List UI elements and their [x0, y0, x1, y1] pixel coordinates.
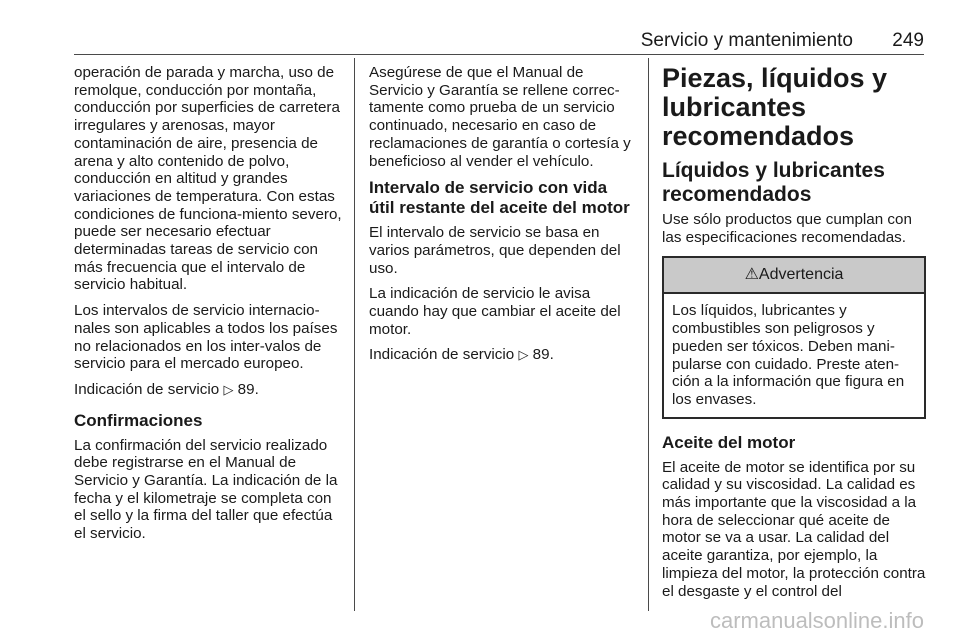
watermark: carmanualsonline.info — [709, 608, 924, 633]
paragraph: operación de parada y marcha, uso de remolque, conducción por montaña, conducción por superficies de carretera irregulares y arenosas, mayor contaminación de aire, presencia de arena y alto contenido de polvo, conducción en altitud y grandes variaciones de temperatura. Con estas condiciones de funciona-miento severo, puede ser necesario efectuar determinadas tareas de servicio con más frecuencia que el intervalo de servicio habitual. — [74, 64, 342, 294]
warning-body: Los líquidos, lubricantes y combustibles son peligrosos y pueden ser tóxicos. Deben mani-pularse con cuidado. Preste aten-ción a la información que figura en los envases. — [672, 302, 905, 408]
column-divider — [648, 58, 649, 611]
service-indicator-ref — [74, 381, 342, 399]
page-number: 249 — [892, 30, 924, 51]
page-header — [74, 30, 924, 55]
warning-header — [664, 258, 924, 294]
column-left — [74, 64, 342, 551]
warning-title: Advertencia — [758, 266, 844, 284]
paragraph: Los intervalos de servicio internacio-nales son aplicables a todos los países no relacionados en los inter-valos de servicio para el mercado europeo. — [74, 302, 338, 373]
column-middle — [369, 64, 634, 372]
ref-page-link[interactable]: 89. — [532, 346, 554, 364]
paragraph: Use sólo productos que cumplan con las especificaciones recomendadas. — [662, 211, 912, 246]
warning-triangle-icon: ⚠ — [744, 266, 759, 284]
chapter-heading: Piezas, líquidos y lubricantes recomendados — [662, 63, 888, 151]
column-right — [662, 64, 926, 608]
warning-box — [662, 256, 926, 418]
ref-page-link[interactable]: 89. — [237, 380, 259, 398]
section-title: Servicio y mantenimiento — [640, 30, 853, 51]
heading-confirmaciones: Confirmaciones — [74, 410, 203, 430]
arrow-right-icon: ▷ — [518, 347, 529, 363]
heading-engine-oil: Aceite del motor — [662, 432, 796, 452]
paragraph: Asegúrese de que el Manual de Servicio y Garantía se rellene correc-tamente como prueba de un servicio continuado, necesario en caso de reclamaciones de garantía o cortesía y beneficioso al vender el vehículo. — [369, 64, 631, 170]
column-divider — [354, 58, 355, 611]
paragraph: El aceite de motor se identifica por su calidad y su viscosidad. La calidad es más importante que la viscosidad a la hora de seleccionar qué aceite de motor se va a usar. La calidad del aceite garantiza, por ejemplo, la limpieza del motor, la protección contra el desgaste y el control del — [662, 458, 926, 600]
heading-service-interval: Intervalo de servicio con vida útil restante del aceite del motor — [369, 178, 630, 218]
ref-text: Indicación de servicio — [74, 380, 220, 398]
paragraph: La indicación de servicio le avisa cuando hay que cambiar el aceite del motor. — [369, 285, 621, 338]
paragraph: El intervalo de servicio se basa en varios parámetros, que dependen del uso. — [369, 224, 621, 277]
section-heading: Líquidos y lubricantes recomendados — [662, 159, 885, 206]
paragraph: La confirmación del servicio realizado debe registrarse en el Manual de Servicio y Garantía. La indicación de la fecha y el kilometraje se completa con el sello y la firma del taller que efectúa el servicio. — [74, 436, 338, 543]
service-indicator-ref — [369, 346, 634, 364]
ref-text: Indicación de servicio — [369, 346, 515, 364]
arrow-right-icon: ▷ — [223, 381, 234, 397]
